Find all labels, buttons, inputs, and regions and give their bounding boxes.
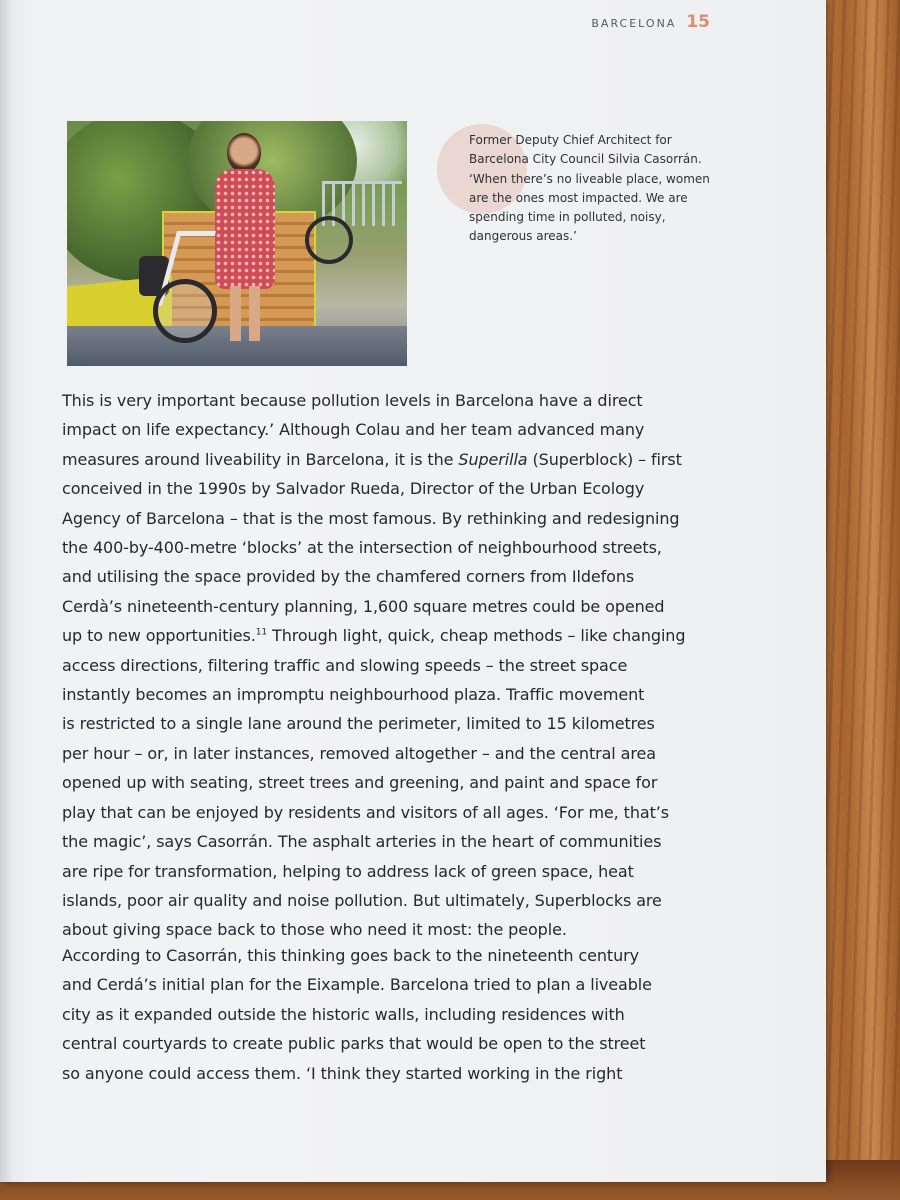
text-line: instantly becomes an impromptu neighbourhood plaza. Traffic movement [62,685,645,705]
text-line: play that can be enjoyed by residents and visitors of all ages. ‘For me, that’s [62,802,669,822]
body-paragraph-1 [62,386,742,945]
woman-figure-head [227,133,261,173]
text-line: the magic’, says Casorrán. The asphalt arteries in the heart of communities [62,832,662,852]
text-line: This is very important because pollution levels in Barcelona have a direct [62,391,643,410]
footnote-marker: 11 [255,627,268,638]
text-line: measures around liveability in Barcelona, it is the Superilla (Superblock) – first [62,449,682,469]
background-bicycle [305,216,353,264]
running-head [591,12,710,32]
text-line: islands, poor air quality and noise pollution. But ultimately, Superblocks are [62,890,662,910]
bicycle-wheel [153,279,217,343]
page-number: 15 [686,12,710,32]
text-line: According to Casorrán, this thinking goes back to the nineteenth century [62,946,639,965]
text-line: access directions, filtering traffic and slowing speeds – the street space [62,655,628,675]
text-line: opened up with seating, street trees and greening, and paint and space for [62,773,658,793]
text-line: and utilising the space provided by the chamfered corners from Ildefons [62,567,635,587]
section-name: BARCELONA [591,17,677,30]
text-line: impact on life expectancy.’ Although Colau and her team advanced many [62,420,645,440]
text-line: Cerdà’s nineteenth-century planning, 1,600 square metres could be opened [62,596,665,616]
text-line: conceived in the 1990s by Salvador Rueda, Director of the Urban Ecology [62,479,645,499]
text-line: are ripe for transformation, helping to address lack of green space, heat [62,861,634,881]
text-line: and Cerdá’s initial plan for the Eixample. Barcelona tried to plan a liveable [62,975,652,995]
body-paragraph-2 [62,941,742,1088]
text-line: per hour – or, in later instances, removed altogether – and the central area [62,743,656,763]
text-line: is restricted to a single lane around the perimeter, limited to 15 kilometres [62,714,655,734]
photo-woman-with-bicycle-icon [67,121,407,366]
text-line: so anyone could access them. ‘I think they started working in the right [62,1063,623,1083]
text-line: Agency of Barcelona – that is the most famous. By rethinking and redesigning [62,508,680,528]
superilla-term: Superilla [458,449,528,469]
text-line: the 400-by-400-metre ‘blocks’ at the intersection of neighbourhood streets, [62,538,662,558]
photo-caption: Former Deputy Chief Architect for Barcelona City Council Silvia Casorrán. ‘When there’s no liveable place, women are the ones most impacted. We are spending time in polluted, noisy, dangerous areas.’ [469,133,710,244]
text-line: central courtyards to create public parks that would be open to the street [62,1034,646,1054]
woman-figure-dress [215,169,275,289]
text-line: up to new opportunities.$^{11}$ Through light, quick, cheap methods – like changing [62,626,686,646]
text-line: about giving space back to those who need it most: the people. [62,920,567,940]
text-line: city as it expanded outside the historic walls, including residences with [62,1004,625,1024]
